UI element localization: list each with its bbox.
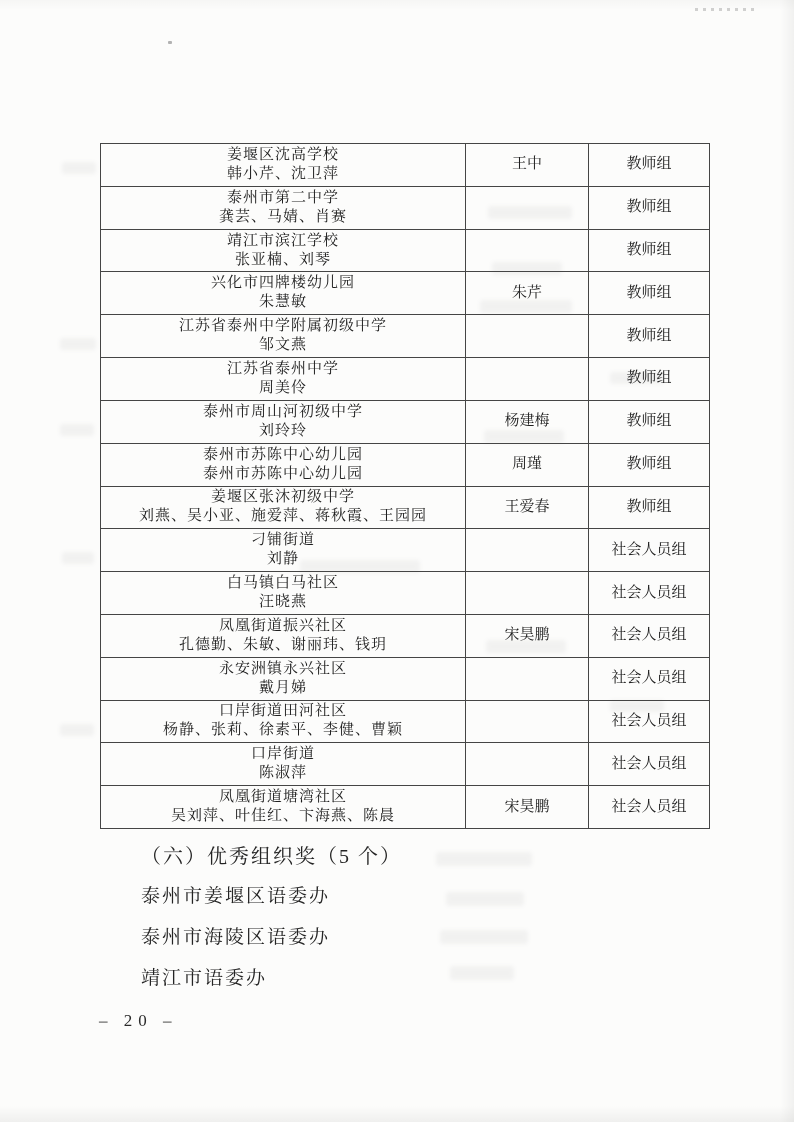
- group-label: 教师组: [589, 400, 710, 443]
- unit-cell: [101, 700, 466, 743]
- bleed-through-artifact: [62, 162, 96, 174]
- member-names: 刘静: [266, 551, 299, 568]
- member-names: 张亚楠、刘琴: [234, 251, 331, 268]
- org-name: 口岸街道: [250, 746, 315, 763]
- org-name: 白马镇白马社区: [226, 575, 339, 592]
- unit-cell: [101, 144, 466, 187]
- leader-name: [466, 229, 589, 272]
- scan-speck-row: [695, 8, 755, 11]
- member-names: 陈淑萍: [258, 765, 307, 782]
- member-names: 刘玲玲: [258, 422, 307, 439]
- leader-name: [466, 700, 589, 743]
- organization-award-section: [141, 840, 402, 1004]
- member-names: 孔德勤、朱敏、谢丽玮、钱玥: [178, 636, 387, 653]
- leader-name: [466, 186, 589, 229]
- group-label: 社会人员组: [589, 657, 710, 700]
- group-label: 教师组: [589, 229, 710, 272]
- member-names: 邹文燕: [258, 337, 307, 354]
- bleed-through-artifact: [62, 552, 94, 564]
- org-name: 刁铺街道: [250, 532, 315, 549]
- table-row: [101, 186, 710, 229]
- unit-cell: [101, 186, 466, 229]
- unit-cell: [101, 614, 466, 657]
- table-row: [101, 358, 710, 401]
- group-label: 社会人员组: [589, 700, 710, 743]
- org-name: 姜堰区张沐初级中学: [210, 489, 355, 506]
- org-name: 口岸街道田河社区: [218, 703, 347, 720]
- bleed-through-artifact: [436, 852, 532, 866]
- leader-name: [466, 743, 589, 786]
- org-name: 泰州市苏陈中心幼儿园: [202, 446, 363, 463]
- unit-cell: [101, 229, 466, 272]
- member-names: 杨静、张莉、徐素平、李健、曹颖: [162, 722, 403, 739]
- leader-name: [466, 657, 589, 700]
- group-label: 教师组: [589, 315, 710, 358]
- leader-name: [466, 529, 589, 572]
- table-row: [101, 614, 710, 657]
- unit-cell: [101, 272, 466, 315]
- unit-cell: [101, 315, 466, 358]
- bleed-through-artifact: [60, 724, 94, 736]
- table-row: [101, 144, 710, 187]
- org-name: 江苏省泰州中学附属初级中学: [178, 318, 387, 335]
- unit-cell: [101, 400, 466, 443]
- award-org-item: 靖江市语委办: [141, 968, 268, 989]
- unit-cell: [101, 529, 466, 572]
- group-label: 社会人员组: [589, 614, 710, 657]
- unit-cell: [101, 443, 466, 486]
- scan-speck: [168, 41, 172, 44]
- member-names: 韩小芹、沈卫萍: [226, 165, 339, 182]
- bleed-through-artifact: [446, 892, 524, 906]
- unit-cell: [101, 743, 466, 786]
- table-row: [101, 743, 710, 786]
- member-names: 吴刘萍、叶佳红、卞海燕、陈晨: [170, 808, 395, 825]
- member-names: 周美伶: [258, 379, 307, 396]
- leader-name: 朱芹: [466, 272, 589, 315]
- table-row: [101, 486, 710, 529]
- group-label: 教师组: [589, 144, 710, 187]
- table-row: [101, 443, 710, 486]
- bleed-through-artifact: [450, 966, 514, 980]
- page-number: – 20 –: [99, 1011, 178, 1030]
- table-row: [101, 229, 710, 272]
- group-label: 教师组: [589, 272, 710, 315]
- unit-cell: [101, 486, 466, 529]
- unit-cell: [101, 572, 466, 615]
- member-names: 龚芸、马婧、肖赛: [218, 208, 347, 225]
- leader-name: [466, 358, 589, 401]
- org-name: 姜堰区沈高学校: [226, 146, 339, 163]
- leader-name: 周瑾: [466, 443, 589, 486]
- group-label: 社会人员组: [589, 529, 710, 572]
- section-heading: （六）优秀组织奖（5 个）: [141, 846, 402, 868]
- group-label: 社会人员组: [589, 572, 710, 615]
- group-label: 教师组: [589, 358, 710, 401]
- award-org-item: 泰州市海陵区语委办: [141, 927, 331, 948]
- table-row: [101, 657, 710, 700]
- member-names: 泰州市苏陈中心幼儿园: [202, 465, 363, 482]
- org-name: 凤凰街道振兴社区: [218, 617, 347, 634]
- org-name: 凤凰街道塘湾社区: [218, 789, 347, 806]
- org-name: 泰州市周山河初级中学: [202, 403, 363, 420]
- bleed-through-artifact: [60, 338, 96, 350]
- bleed-through-artifact: [60, 424, 94, 436]
- group-label: 社会人员组: [589, 743, 710, 786]
- table-row: [101, 786, 710, 829]
- member-names: 朱慧敏: [258, 294, 307, 311]
- org-name: 江苏省泰州中学: [226, 360, 339, 377]
- leader-name: 王爱春: [466, 486, 589, 529]
- org-name: 兴化市四牌楼幼儿园: [210, 275, 355, 292]
- leader-name: 王中: [466, 144, 589, 187]
- group-label: 教师组: [589, 186, 710, 229]
- group-label: 社会人员组: [589, 786, 710, 829]
- leader-name: 宋昊鹏: [466, 614, 589, 657]
- leader-name: 杨建梅: [466, 400, 589, 443]
- award-org-item: 泰州市姜堰区语委办: [141, 886, 331, 907]
- table-row: [101, 315, 710, 358]
- bleed-through-artifact: [440, 930, 528, 944]
- table-row: [101, 572, 710, 615]
- leader-name: [466, 315, 589, 358]
- unit-cell: [101, 786, 466, 829]
- table-row: [101, 529, 710, 572]
- unit-cell: [101, 657, 466, 700]
- table-row: [101, 400, 710, 443]
- table-row: [101, 700, 710, 743]
- table-row: [101, 272, 710, 315]
- leader-name: [466, 572, 589, 615]
- org-name: 永安洲镇永兴社区: [218, 660, 347, 677]
- org-name: 泰州市第二中学: [226, 189, 339, 206]
- member-names: 戴月娣: [258, 679, 307, 696]
- award-table: [100, 143, 710, 829]
- org-name: 靖江市滨江学校: [226, 232, 339, 249]
- group-label: 教师组: [589, 486, 710, 529]
- unit-cell: [101, 358, 466, 401]
- member-names: 汪晓燕: [258, 594, 307, 611]
- member-names: 刘燕、吴小亚、施爱萍、蒋秋霞、王园园: [138, 508, 427, 525]
- leader-name: 宋昊鹏: [466, 786, 589, 829]
- group-label: 教师组: [589, 443, 710, 486]
